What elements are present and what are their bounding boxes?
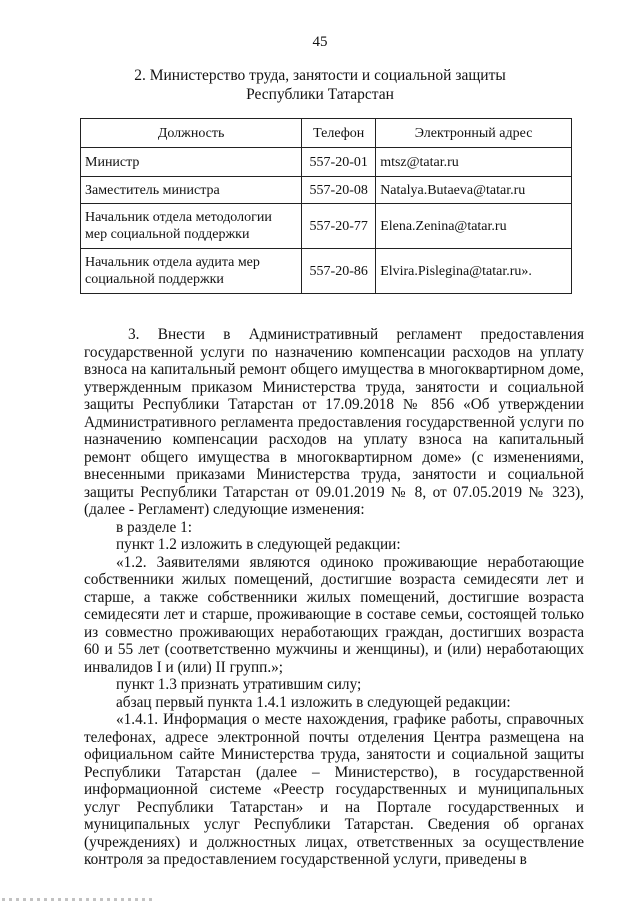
table-row: [81, 148, 572, 177]
section-title: [0, 66, 640, 104]
paragraph-amendments-intro: 3. Внести в Административный регламент предоставления государственной услуги по назначению компенсации расходов на уплату взноса на капитальный ремонт общего имущества в многоквартирном доме, утвержденным приказом Министерства труда, занятости и социальной защиты Республики Татарстан от 17.09.2018 № 856 «Об утверждении Административного регламента предоставления государственной услуги по назначению компенсации расходов на уплату взноса на капитальный ремонт общего имущества в многоквартирном доме» (с изменениями, внесенными приказами Министерства труда, занятости и социальной защиты Республики Татарстан от 09.01.2019 № 8, от 07.05.2019 № 323), (далее - Регламент) следующие изменения:: [84, 326, 584, 518]
page-number: 45: [312, 34, 328, 50]
scan-artifact: [2, 898, 152, 901]
section-title-line2: Республики Татарстан: [246, 86, 394, 103]
paragraph-item-1-2-intro: пункт 1.2 изложить в следующей редакции:: [116, 536, 401, 553]
header-phone: Телефон: [302, 119, 376, 148]
cell-position: Начальник отдела методологии мер социальной поддержки: [81, 204, 302, 249]
cell-phone: 557-20-77: [302, 204, 376, 249]
table-row: [81, 204, 572, 249]
cell-email: mtsz@tatar.ru: [376, 148, 572, 177]
contacts-table: [80, 118, 572, 294]
cell-email: Elvira.Pislegina@tatar.ru».: [376, 249, 572, 294]
table-header-row: [81, 119, 572, 148]
cell-phone: 557-20-86: [302, 249, 376, 294]
header-email: Электронный адрес: [376, 119, 572, 148]
paragraph-section-1: в разделе 1:: [116, 518, 192, 536]
body-text: [84, 326, 584, 869]
cell-phone: 557-20-01: [302, 148, 376, 177]
paragraph-item-1-4-1-text: «1.4.1. Информация о месте нахождения, графике работы, справочных телефонах, адресе электронной почты отделения Центра размещена на официальном сайте Министерства труда, занятости и социальной защиты Республики Татарстан (далее – Министерство), в государственной информационной системе «Реестр государственных и муниципальных услуг Республики Татарстан» и на Портале государственных и муниципальных услуг Республики Татарстан. Сведения об органах (учреждениях) и должностных лицах, ответственных за осуществление контроля за предоставлением государственной услуги, приведены в: [84, 711, 584, 868]
cell-email: Elena.Zenina@tatar.ru: [376, 204, 572, 249]
cell-email: Natalya.Butaeva@tatar.ru: [376, 177, 572, 204]
cell-position: Заместитель министра: [81, 177, 302, 204]
table-row: [81, 177, 572, 204]
table-row: [81, 249, 572, 294]
cell-phone: 557-20-08: [302, 177, 376, 204]
header-position: Должность: [81, 119, 302, 148]
cell-position: Начальник отдела аудита мер социальной поддержки: [81, 249, 302, 294]
cell-position: Министр: [81, 148, 302, 177]
paragraph-item-1-3: пункт 1.3 признать утратившим силу;: [116, 676, 362, 693]
paragraph-item-1-2-text: «1.2. Заявителями являются одиноко проживающие неработающие собственники жилых помещений, достигшие возраста семидесяти лет и старше, а также собственники жилых помещений, достигшие возраста семидесяти лет и старше, проживающие в составе семьи, состоящей только из совместно проживающих неработающих граждан, достигших возраста 60 и 55 лет (соответственно мужчины и женщины), и (или) неработающих инвалидов I и (или) II групп.»;: [84, 553, 584, 676]
paragraph-item-1-4-1-intro: абзац первый пункта 1.4.1 изложить в следующей редакции:: [116, 693, 511, 711]
section-title-line1: 2. Министерство труда, занятости и социальной защиты: [134, 67, 506, 84]
